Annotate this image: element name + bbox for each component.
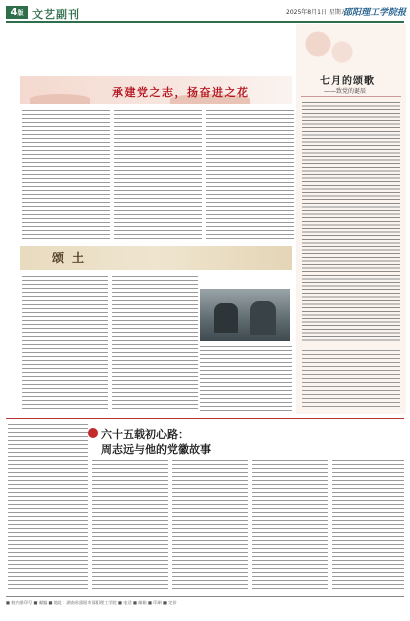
masthead: 邵阳理工学院报 — [343, 8, 407, 18]
section-banner-title: 颂土 — [52, 251, 93, 265]
header-divider — [6, 21, 404, 23]
essay-body-text — [22, 276, 198, 412]
bottom-article-left-column — [8, 424, 88, 592]
bottom-article-title-line1: 六十五载初心路： — [101, 428, 189, 441]
article-body-text — [22, 110, 294, 240]
poem-subtitle: ——致党的诞辰 — [324, 88, 367, 95]
bottom-section-divider — [6, 418, 404, 419]
page-suffix: 版 — [17, 10, 24, 17]
decorative-ornament — [300, 28, 360, 68]
essay-body-text-right — [200, 346, 292, 412]
section-title: 文艺副刊 — [32, 8, 80, 21]
article-photo — [200, 289, 290, 341]
poem-text — [302, 102, 400, 342]
title-decoration-icon — [88, 428, 98, 438]
footer-divider — [6, 596, 404, 597]
poem-divider — [301, 96, 401, 97]
page-number-badge — [6, 6, 28, 19]
bottom-article-body-text — [92, 460, 404, 592]
page-number: 4 — [10, 7, 18, 18]
poem-text-continued — [302, 350, 400, 408]
poem-title: 七月的颂歌 — [320, 76, 375, 87]
footer-info: ■ 校内准印号 ■ 邮编 ■ 地址：湖南省邵阳市邵阳理工学院 ■ 电话 ■ 邮箱 ■ 印刷 ■ 定价 — [6, 600, 177, 605]
issue-date: 2025年8月1日 星期五 — [286, 9, 347, 16]
bottom-article-title-line2: 周志远与他的党徽故事 — [101, 443, 211, 456]
article-title: 承建党之志，扬奋进之花 — [112, 86, 250, 99]
